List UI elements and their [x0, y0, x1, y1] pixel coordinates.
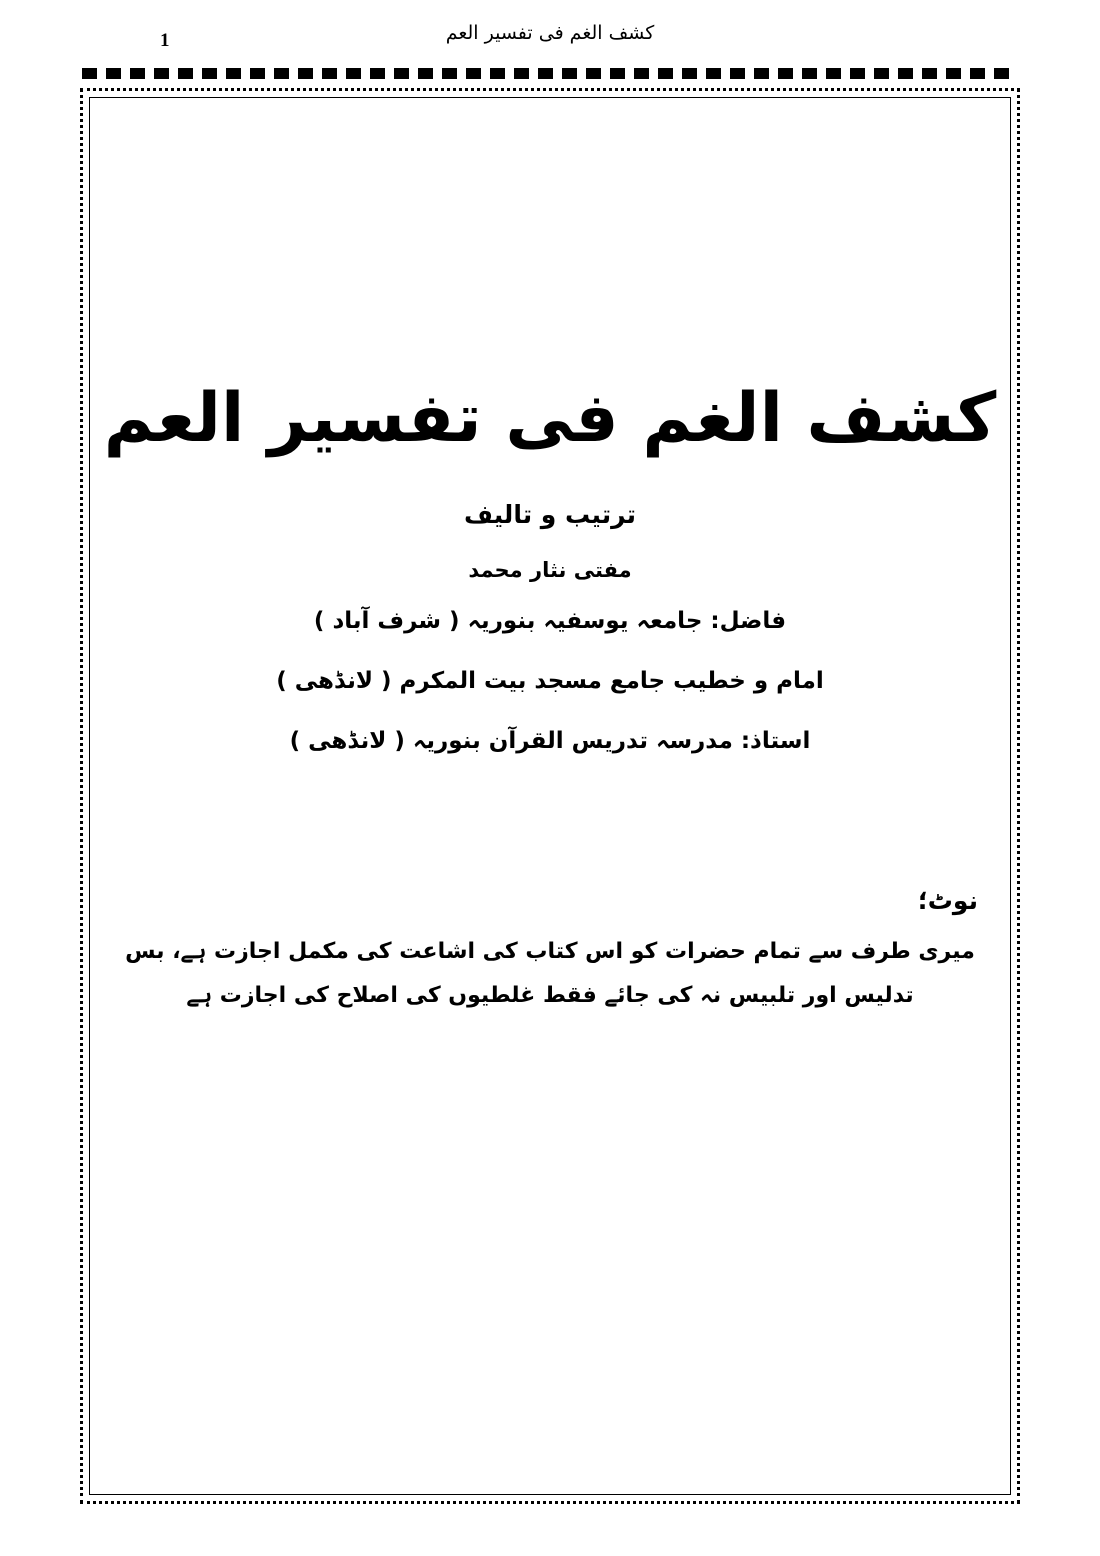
credential-line: امام و خطیب جامع مسجد بیت المکرم ( لانڈھی ): [276, 668, 824, 695]
note-text: میری طرف سے تمام حضرات کو اس کتاب کی اشاعت کی مکمل اجازت ہے، بس تدلیس اور تلبیس نہ کی جائے فقط غلطیوں کی اصلاح کی اجازت ہے: [125, 939, 975, 1008]
credential-line: استاذ: مدرسہ تدریس القرآن بنوریہ ( لانڈھی ): [289, 728, 811, 755]
note-label: نوٹ؛: [917, 886, 978, 915]
page-number: 1: [160, 30, 170, 51]
compile-label: ترتیب و تالیف: [463, 500, 637, 529]
page-content: [80, 108, 1020, 1504]
running-header: [0, 22, 1100, 58]
book-title: كشف الغم فى تفسير العم: [103, 379, 997, 458]
author-credentials: [80, 606, 1020, 786]
header-divider-dashes: [82, 68, 1018, 79]
credential-line: فاضل: جامعہ یوسفیہ بنوریہ ( شرف آباد ): [313, 608, 787, 634]
author-name: مفتی نثار محمد: [468, 558, 632, 582]
header-title: كشف الغم فى تفسير العم: [445, 22, 655, 44]
